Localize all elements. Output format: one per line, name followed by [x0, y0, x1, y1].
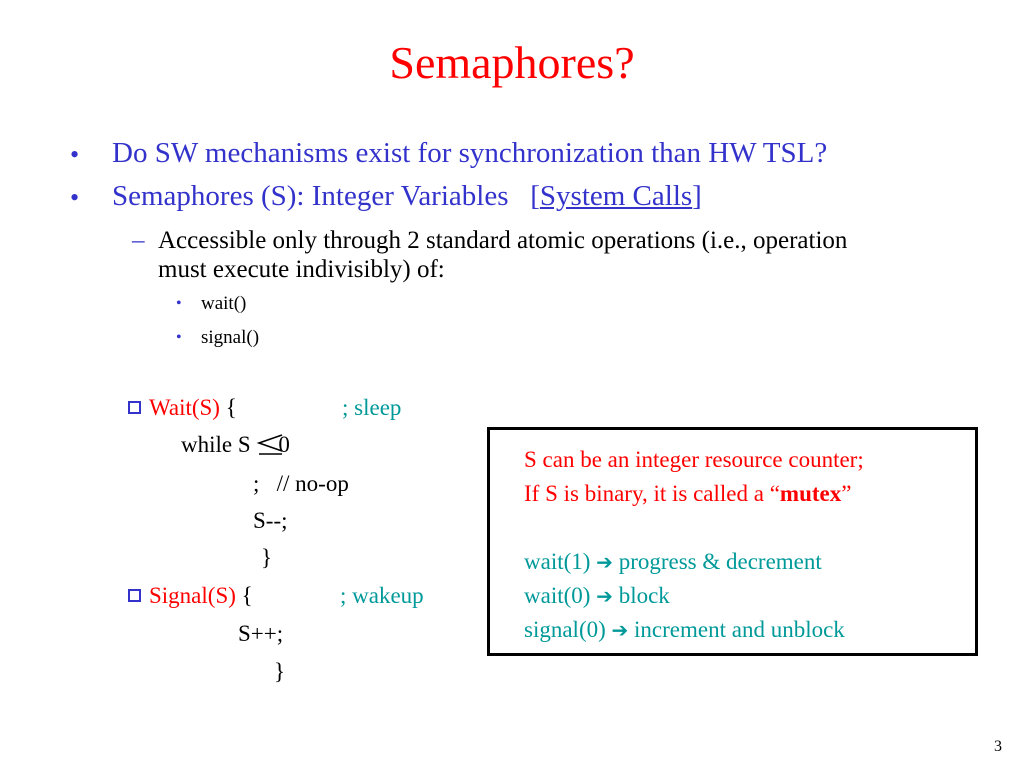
bullet-semaphores-close: ] — [692, 180, 702, 212]
right-arrow-icon: ➔ — [596, 584, 613, 608]
wait0-text: wait(0) — [524, 583, 597, 608]
sub-bullet-line2: must execute indivisibly) of: — [158, 256, 445, 283]
info-line-wait1 — [524, 549, 822, 575]
signal-definition-line — [128, 583, 253, 609]
info-mutex-pre: If S is binary, it is called a “ — [524, 481, 780, 506]
while-value: 0 — [278, 432, 290, 457]
open-brace: { — [219, 395, 237, 420]
while-text: while S — [181, 432, 251, 457]
right-arrow-icon: ➔ — [611, 618, 629, 642]
bullet-marker: • — [70, 183, 80, 212]
signal-label: Signal(S) — [149, 583, 236, 608]
page-number: 3 — [994, 738, 1002, 755]
checkbox-bullet-icon — [128, 589, 141, 602]
open-brace: { — [235, 583, 253, 608]
mutex-term: mutex — [779, 481, 842, 506]
checkbox-bullet-icon — [128, 401, 141, 414]
system-calls-link[interactable]: System Calls — [539, 180, 693, 212]
wait1-text: wait(1) — [524, 549, 597, 574]
sub-bullet-marker: – — [132, 227, 145, 254]
sub-bullet-line1: Accessible only through 2 standard atomic operations (i.e., operation — [158, 227, 848, 254]
bullet-sw-mechanisms: Do SW mechanisms exist for synchronization than HW TSL? — [112, 137, 828, 169]
wait-definition-line — [128, 395, 237, 421]
signal0-result: increment and unblock — [628, 617, 845, 642]
subsub-wait: wait() — [201, 293, 247, 314]
right-arrow-icon: ➔ — [596, 550, 613, 574]
increment-line: S++; — [238, 621, 284, 646]
info-line-signal0 — [524, 617, 845, 643]
wait0-result: block — [612, 583, 670, 608]
sleep-comment: ; sleep — [342, 395, 402, 420]
info-mutex-post: ” — [841, 481, 852, 506]
noop-line: ; // no-op — [253, 471, 349, 496]
info-line-counter: S can be an integer resource counter; — [524, 447, 864, 472]
wakeup-comment: ; wakeup — [340, 583, 424, 608]
close-brace-wait: } — [261, 545, 273, 570]
info-line-wait0 — [524, 583, 670, 609]
decrement-line: S--; — [253, 508, 288, 533]
close-brace-signal: } — [274, 659, 286, 684]
subsub-signal: signal() — [201, 327, 260, 348]
wait1-result: progress & decrement — [612, 549, 822, 574]
wait-label: Wait(S) — [149, 395, 220, 420]
while-line — [181, 432, 290, 458]
signal0-text: signal(0) — [524, 617, 612, 642]
bullet-semaphores-text: Semaphores (S): Integer Variables [ — [112, 180, 540, 212]
bullet-marker: • — [70, 140, 80, 169]
subsub-marker: • — [176, 295, 182, 312]
info-line-mutex — [524, 481, 851, 507]
bullet-semaphores — [112, 180, 702, 213]
info-box — [487, 427, 978, 656]
subsub-marker: • — [176, 329, 182, 346]
less-or-equal-icon — [256, 432, 284, 456]
slide-title: Semaphores? — [389, 37, 635, 88]
